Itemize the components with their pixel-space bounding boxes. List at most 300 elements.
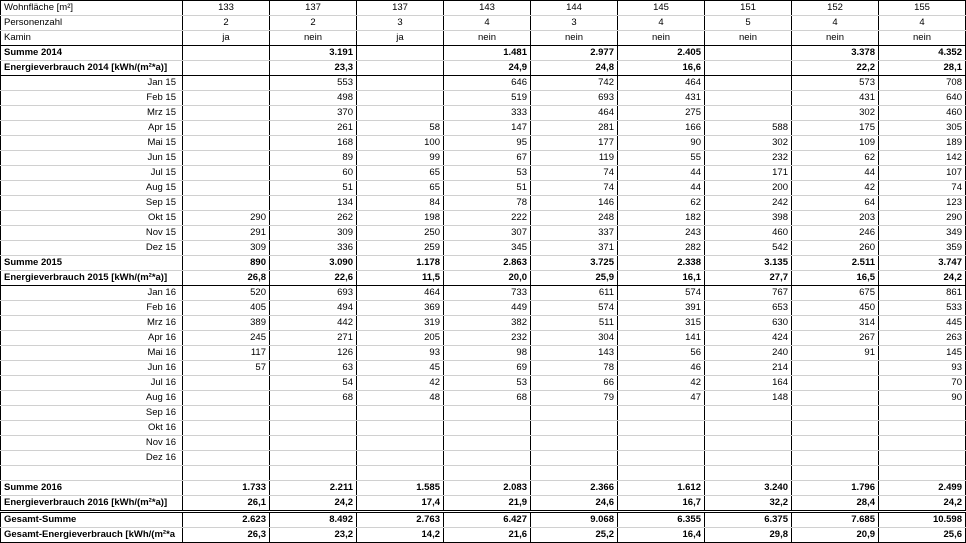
table-cell[interactable]: 198 bbox=[357, 211, 444, 226]
table-cell[interactable]: 460 bbox=[879, 106, 966, 121]
table-cell[interactable]: 309 bbox=[183, 241, 270, 256]
table-cell[interactable] bbox=[879, 421, 966, 436]
table-cell[interactable]: 3 bbox=[531, 16, 618, 31]
table-cell[interactable]: 69 bbox=[444, 361, 531, 376]
table-cell[interactable]: 1.481 bbox=[444, 46, 531, 61]
row-label[interactable] bbox=[1, 466, 183, 481]
table-cell[interactable] bbox=[183, 91, 270, 106]
table-cell[interactable]: 290 bbox=[183, 211, 270, 226]
table-cell[interactable]: 26,8 bbox=[183, 271, 270, 286]
table-cell[interactable]: 290 bbox=[879, 211, 966, 226]
table-cell[interactable]: 55 bbox=[618, 151, 705, 166]
table-cell[interactable] bbox=[183, 421, 270, 436]
table-cell[interactable] bbox=[183, 436, 270, 451]
row-label[interactable]: Gesamt-Summe bbox=[1, 512, 183, 528]
table-cell[interactable] bbox=[183, 466, 270, 481]
table-cell[interactable] bbox=[183, 166, 270, 181]
table-cell[interactable]: 62 bbox=[618, 196, 705, 211]
table-cell[interactable]: 119 bbox=[531, 151, 618, 166]
table-cell[interactable]: 155 bbox=[879, 1, 966, 16]
table-cell[interactable]: 117 bbox=[183, 346, 270, 361]
table-cell[interactable]: 56 bbox=[618, 346, 705, 361]
row-label[interactable]: Personenzahl bbox=[1, 16, 183, 31]
table-cell[interactable]: 9.068 bbox=[531, 512, 618, 528]
table-cell[interactable]: 74 bbox=[879, 181, 966, 196]
row-label[interactable]: Jan 16 bbox=[1, 286, 183, 301]
table-cell[interactable] bbox=[705, 91, 792, 106]
table-cell[interactable] bbox=[792, 466, 879, 481]
table-cell[interactable]: nein bbox=[444, 31, 531, 46]
table-cell[interactable] bbox=[357, 436, 444, 451]
table-cell[interactable]: 7.685 bbox=[792, 512, 879, 528]
table-cell[interactable]: 733 bbox=[444, 286, 531, 301]
table-cell[interactable] bbox=[705, 61, 792, 76]
table-cell[interactable]: 20,9 bbox=[792, 528, 879, 543]
table-cell[interactable] bbox=[444, 436, 531, 451]
table-cell[interactable]: 95 bbox=[444, 136, 531, 151]
table-cell[interactable]: 182 bbox=[618, 211, 705, 226]
table-cell[interactable]: 445 bbox=[879, 316, 966, 331]
table-cell[interactable] bbox=[879, 436, 966, 451]
table-cell[interactable]: 3.725 bbox=[531, 256, 618, 271]
table-cell[interactable]: 93 bbox=[357, 346, 444, 361]
row-label[interactable]: Mai 15 bbox=[1, 136, 183, 151]
table-cell[interactable]: 16,7 bbox=[618, 496, 705, 512]
table-cell[interactable] bbox=[792, 376, 879, 391]
table-cell[interactable]: 11,5 bbox=[357, 271, 444, 286]
table-cell[interactable] bbox=[792, 406, 879, 421]
row-label[interactable]: Okt 15 bbox=[1, 211, 183, 226]
table-cell[interactable]: 389 bbox=[183, 316, 270, 331]
table-cell[interactable] bbox=[531, 451, 618, 466]
table-cell[interactable] bbox=[357, 466, 444, 481]
row-label[interactable]: Gesamt-Energieverbrauch [kWh/(m²*a bbox=[1, 528, 183, 543]
table-cell[interactable] bbox=[444, 406, 531, 421]
table-cell[interactable]: 137 bbox=[357, 1, 444, 16]
table-cell[interactable] bbox=[183, 136, 270, 151]
table-cell[interactable]: 281 bbox=[531, 121, 618, 136]
table-cell[interactable] bbox=[705, 451, 792, 466]
table-cell[interactable]: 2.211 bbox=[270, 481, 357, 496]
table-cell[interactable]: 58 bbox=[357, 121, 444, 136]
table-cell[interactable]: 145 bbox=[618, 1, 705, 16]
table-cell[interactable]: 573 bbox=[792, 76, 879, 91]
table-cell[interactable]: 2.083 bbox=[444, 481, 531, 496]
table-cell[interactable]: 4 bbox=[792, 16, 879, 31]
table-cell[interactable]: 309 bbox=[270, 226, 357, 241]
table-cell[interactable]: 333 bbox=[444, 106, 531, 121]
table-cell[interactable] bbox=[183, 61, 270, 76]
table-cell[interactable]: 79 bbox=[531, 391, 618, 406]
table-cell[interactable]: 123 bbox=[879, 196, 966, 211]
table-cell[interactable] bbox=[357, 106, 444, 121]
table-cell[interactable]: 533 bbox=[879, 301, 966, 316]
table-cell[interactable] bbox=[444, 421, 531, 436]
table-cell[interactable] bbox=[357, 46, 444, 61]
table-cell[interactable]: 243 bbox=[618, 226, 705, 241]
table-cell[interactable]: 337 bbox=[531, 226, 618, 241]
table-cell[interactable]: 4 bbox=[879, 16, 966, 31]
table-cell[interactable]: 143 bbox=[531, 346, 618, 361]
table-cell[interactable]: 2 bbox=[270, 16, 357, 31]
table-cell[interactable]: 574 bbox=[618, 286, 705, 301]
row-label[interactable]: Jul 16 bbox=[1, 376, 183, 391]
table-cell[interactable]: 2.366 bbox=[531, 481, 618, 496]
table-cell[interactable] bbox=[531, 421, 618, 436]
table-cell[interactable] bbox=[270, 421, 357, 436]
table-cell[interactable]: 32,2 bbox=[705, 496, 792, 512]
table-cell[interactable]: 349 bbox=[879, 226, 966, 241]
table-cell[interactable]: 2.499 bbox=[879, 481, 966, 496]
table-cell[interactable] bbox=[183, 151, 270, 166]
row-label[interactable]: Sep 16 bbox=[1, 406, 183, 421]
table-cell[interactable]: 48 bbox=[357, 391, 444, 406]
row-label[interactable]: Okt 16 bbox=[1, 421, 183, 436]
table-cell[interactable]: 222 bbox=[444, 211, 531, 226]
table-cell[interactable]: 1.585 bbox=[357, 481, 444, 496]
table-cell[interactable]: 141 bbox=[618, 331, 705, 346]
table-cell[interactable]: 137 bbox=[270, 1, 357, 16]
table-cell[interactable] bbox=[183, 46, 270, 61]
row-label[interactable]: Wohnfläche [m²] bbox=[1, 1, 183, 16]
table-cell[interactable]: 145 bbox=[879, 346, 966, 361]
table-cell[interactable] bbox=[705, 406, 792, 421]
table-cell[interactable]: 90 bbox=[879, 391, 966, 406]
table-cell[interactable] bbox=[618, 406, 705, 421]
table-cell[interactable]: 305 bbox=[879, 121, 966, 136]
table-cell[interactable]: 133 bbox=[183, 1, 270, 16]
table-cell[interactable]: 460 bbox=[705, 226, 792, 241]
table-cell[interactable]: 44 bbox=[618, 166, 705, 181]
table-cell[interactable]: nein bbox=[618, 31, 705, 46]
table-cell[interactable]: nein bbox=[792, 31, 879, 46]
table-cell[interactable]: 4 bbox=[444, 16, 531, 31]
table-cell[interactable]: 2.863 bbox=[444, 256, 531, 271]
row-label[interactable]: Feb 15 bbox=[1, 91, 183, 106]
table-cell[interactable]: 14,2 bbox=[357, 528, 444, 543]
table-cell[interactable]: 282 bbox=[618, 241, 705, 256]
table-cell[interactable]: 17,4 bbox=[357, 496, 444, 512]
table-cell[interactable]: 24,2 bbox=[270, 496, 357, 512]
table-cell[interactable]: 693 bbox=[531, 91, 618, 106]
table-cell[interactable]: 542 bbox=[705, 241, 792, 256]
table-cell[interactable]: 51 bbox=[444, 181, 531, 196]
table-cell[interactable]: 4.352 bbox=[879, 46, 966, 61]
table-cell[interactable]: 708 bbox=[879, 76, 966, 91]
table-cell[interactable] bbox=[618, 451, 705, 466]
table-cell[interactable] bbox=[531, 406, 618, 421]
table-cell[interactable]: 3.747 bbox=[879, 256, 966, 271]
table-cell[interactable]: 166 bbox=[618, 121, 705, 136]
table-cell[interactable]: 1.178 bbox=[357, 256, 444, 271]
table-cell[interactable]: 70 bbox=[879, 376, 966, 391]
table-cell[interactable]: 271 bbox=[270, 331, 357, 346]
table-cell[interactable]: 21,6 bbox=[444, 528, 531, 543]
table-cell[interactable]: 6.427 bbox=[444, 512, 531, 528]
table-cell[interactable]: 62 bbox=[792, 151, 879, 166]
table-cell[interactable]: 134 bbox=[270, 196, 357, 211]
table-cell[interactable]: 2.763 bbox=[357, 512, 444, 528]
table-cell[interactable] bbox=[792, 451, 879, 466]
table-cell[interactable] bbox=[618, 436, 705, 451]
table-cell[interactable]: 78 bbox=[531, 361, 618, 376]
table-cell[interactable]: 767 bbox=[705, 286, 792, 301]
table-cell[interactable]: 304 bbox=[531, 331, 618, 346]
table-cell[interactable]: ja bbox=[183, 31, 270, 46]
table-cell[interactable]: 3 bbox=[357, 16, 444, 31]
table-cell[interactable] bbox=[183, 406, 270, 421]
table-cell[interactable]: 22,6 bbox=[270, 271, 357, 286]
table-cell[interactable]: 630 bbox=[705, 316, 792, 331]
table-cell[interactable] bbox=[792, 421, 879, 436]
table-cell[interactable]: 44 bbox=[792, 166, 879, 181]
table-cell[interactable]: 109 bbox=[792, 136, 879, 151]
table-cell[interactable]: 3.090 bbox=[270, 256, 357, 271]
table-cell[interactable]: 144 bbox=[531, 1, 618, 16]
row-label[interactable]: Nov 15 bbox=[1, 226, 183, 241]
table-cell[interactable]: 260 bbox=[792, 241, 879, 256]
table-cell[interactable]: 53 bbox=[444, 376, 531, 391]
table-cell[interactable]: 177 bbox=[531, 136, 618, 151]
table-cell[interactable]: 398 bbox=[705, 211, 792, 226]
table-cell[interactable] bbox=[270, 436, 357, 451]
table-cell[interactable]: 553 bbox=[270, 76, 357, 91]
table-cell[interactable]: 405 bbox=[183, 301, 270, 316]
table-cell[interactable]: 146 bbox=[531, 196, 618, 211]
table-cell[interactable]: 302 bbox=[705, 136, 792, 151]
row-label[interactable]: Sep 15 bbox=[1, 196, 183, 211]
table-cell[interactable]: 89 bbox=[270, 151, 357, 166]
row-label[interactable]: Nov 16 bbox=[1, 436, 183, 451]
table-cell[interactable]: 28,4 bbox=[792, 496, 879, 512]
table-cell[interactable] bbox=[183, 376, 270, 391]
table-cell[interactable]: 494 bbox=[270, 301, 357, 316]
table-cell[interactable]: nein bbox=[705, 31, 792, 46]
table-cell[interactable]: 16,4 bbox=[618, 528, 705, 543]
table-cell[interactable] bbox=[618, 466, 705, 481]
row-label[interactable]: Aug 15 bbox=[1, 181, 183, 196]
row-label[interactable]: Mrz 15 bbox=[1, 106, 183, 121]
table-cell[interactable]: 519 bbox=[444, 91, 531, 106]
table-cell[interactable]: 152 bbox=[792, 1, 879, 16]
table-cell[interactable] bbox=[357, 421, 444, 436]
table-cell[interactable]: 1.612 bbox=[618, 481, 705, 496]
table-cell[interactable]: 44 bbox=[618, 181, 705, 196]
table-cell[interactable]: 98 bbox=[444, 346, 531, 361]
table-cell[interactable]: 74 bbox=[531, 166, 618, 181]
table-cell[interactable]: 449 bbox=[444, 301, 531, 316]
table-cell[interactable]: 27,7 bbox=[705, 271, 792, 286]
table-cell[interactable]: 24,6 bbox=[531, 496, 618, 512]
row-label[interactable]: Energieverbrauch 2014 [kWh/(m²*a)] bbox=[1, 61, 183, 76]
table-cell[interactable]: 189 bbox=[879, 136, 966, 151]
table-cell[interactable]: 64 bbox=[792, 196, 879, 211]
table-cell[interactable]: 200 bbox=[705, 181, 792, 196]
table-cell[interactable]: 3.135 bbox=[705, 256, 792, 271]
table-cell[interactable]: 742 bbox=[531, 76, 618, 91]
table-cell[interactable]: 24,2 bbox=[879, 496, 966, 512]
table-cell[interactable]: 574 bbox=[531, 301, 618, 316]
row-label[interactable]: Dez 15 bbox=[1, 241, 183, 256]
row-label[interactable]: Jun 16 bbox=[1, 361, 183, 376]
table-cell[interactable] bbox=[705, 46, 792, 61]
table-cell[interactable]: 315 bbox=[618, 316, 705, 331]
table-cell[interactable] bbox=[183, 106, 270, 121]
table-cell[interactable]: 646 bbox=[444, 76, 531, 91]
table-cell[interactable]: 68 bbox=[444, 391, 531, 406]
row-label[interactable]: Jan 15 bbox=[1, 76, 183, 91]
table-cell[interactable]: 498 bbox=[270, 91, 357, 106]
table-cell[interactable]: 263 bbox=[879, 331, 966, 346]
table-cell[interactable]: 653 bbox=[705, 301, 792, 316]
table-cell[interactable]: ja bbox=[357, 31, 444, 46]
table-cell[interactable]: 26,1 bbox=[183, 496, 270, 512]
table-cell[interactable]: 99 bbox=[357, 151, 444, 166]
table-cell[interactable]: 275 bbox=[618, 106, 705, 121]
table-cell[interactable]: 65 bbox=[357, 181, 444, 196]
table-cell[interactable] bbox=[183, 451, 270, 466]
table-cell[interactable] bbox=[357, 61, 444, 76]
table-cell[interactable]: 22,2 bbox=[792, 61, 879, 76]
table-cell[interactable]: 2.511 bbox=[792, 256, 879, 271]
table-cell[interactable] bbox=[444, 466, 531, 481]
table-cell[interactable] bbox=[357, 406, 444, 421]
table-cell[interactable] bbox=[357, 91, 444, 106]
table-cell[interactable]: 424 bbox=[705, 331, 792, 346]
row-label[interactable]: Aug 16 bbox=[1, 391, 183, 406]
table-cell[interactable]: 520 bbox=[183, 286, 270, 301]
table-cell[interactable] bbox=[270, 406, 357, 421]
table-cell[interactable]: 370 bbox=[270, 106, 357, 121]
table-cell[interactable]: 2.623 bbox=[183, 512, 270, 528]
row-label[interactable]: Summe 2014 bbox=[1, 46, 183, 61]
table-cell[interactable]: 24,8 bbox=[531, 61, 618, 76]
table-cell[interactable]: 23,2 bbox=[270, 528, 357, 543]
table-cell[interactable]: 16,5 bbox=[792, 271, 879, 286]
table-cell[interactable] bbox=[879, 466, 966, 481]
table-cell[interactable]: 10.598 bbox=[879, 512, 966, 528]
table-cell[interactable]: 68 bbox=[270, 391, 357, 406]
table-cell[interactable] bbox=[357, 451, 444, 466]
table-cell[interactable]: 319 bbox=[357, 316, 444, 331]
table-cell[interactable]: nein bbox=[531, 31, 618, 46]
table-cell[interactable]: 74 bbox=[531, 181, 618, 196]
table-cell[interactable] bbox=[183, 181, 270, 196]
table-cell[interactable] bbox=[705, 106, 792, 121]
table-cell[interactable]: 46 bbox=[618, 361, 705, 376]
table-cell[interactable]: 336 bbox=[270, 241, 357, 256]
row-label[interactable]: Dez 16 bbox=[1, 451, 183, 466]
table-cell[interactable]: 259 bbox=[357, 241, 444, 256]
table-cell[interactable]: 126 bbox=[270, 346, 357, 361]
table-cell[interactable]: 93 bbox=[879, 361, 966, 376]
row-label[interactable]: Apr 16 bbox=[1, 331, 183, 346]
row-label[interactable]: Summe 2015 bbox=[1, 256, 183, 271]
table-cell[interactable]: 314 bbox=[792, 316, 879, 331]
row-label[interactable]: Mrz 16 bbox=[1, 316, 183, 331]
table-cell[interactable] bbox=[618, 421, 705, 436]
table-cell[interactable]: 147 bbox=[444, 121, 531, 136]
row-label[interactable]: Energieverbrauch 2015 [kWh/(m²*a)] bbox=[1, 271, 183, 286]
table-cell[interactable]: 205 bbox=[357, 331, 444, 346]
table-cell[interactable] bbox=[183, 196, 270, 211]
table-cell[interactable] bbox=[183, 391, 270, 406]
table-cell[interactable]: 21,9 bbox=[444, 496, 531, 512]
table-cell[interactable]: 24,9 bbox=[444, 61, 531, 76]
table-cell[interactable]: nein bbox=[270, 31, 357, 46]
table-cell[interactable]: 53 bbox=[444, 166, 531, 181]
table-cell[interactable]: 142 bbox=[879, 151, 966, 166]
table-cell[interactable]: 232 bbox=[705, 151, 792, 166]
table-cell[interactable] bbox=[357, 76, 444, 91]
table-cell[interactable] bbox=[879, 451, 966, 466]
table-cell[interactable]: 262 bbox=[270, 211, 357, 226]
table-cell[interactable]: 168 bbox=[270, 136, 357, 151]
table-cell[interactable]: 24,2 bbox=[879, 271, 966, 286]
table-cell[interactable]: 675 bbox=[792, 286, 879, 301]
table-cell[interactable] bbox=[705, 466, 792, 481]
table-cell[interactable]: 171 bbox=[705, 166, 792, 181]
table-cell[interactable] bbox=[444, 451, 531, 466]
table-cell[interactable]: 2.405 bbox=[618, 46, 705, 61]
table-cell[interactable]: 28,1 bbox=[879, 61, 966, 76]
table-cell[interactable]: 245 bbox=[183, 331, 270, 346]
table-cell[interactable] bbox=[705, 76, 792, 91]
table-cell[interactable]: 63 bbox=[270, 361, 357, 376]
table-cell[interactable]: 148 bbox=[705, 391, 792, 406]
table-cell[interactable] bbox=[183, 76, 270, 91]
table-cell[interactable]: 464 bbox=[357, 286, 444, 301]
table-cell[interactable]: 861 bbox=[879, 286, 966, 301]
table-cell[interactable]: 84 bbox=[357, 196, 444, 211]
table-cell[interactable] bbox=[183, 121, 270, 136]
table-cell[interactable]: 359 bbox=[879, 241, 966, 256]
table-cell[interactable]: 203 bbox=[792, 211, 879, 226]
table-cell[interactable]: 25,9 bbox=[531, 271, 618, 286]
table-cell[interactable]: 25,2 bbox=[531, 528, 618, 543]
table-cell[interactable]: 42 bbox=[357, 376, 444, 391]
table-cell[interactable]: 60 bbox=[270, 166, 357, 181]
table-cell[interactable]: 369 bbox=[357, 301, 444, 316]
table-cell[interactable]: 240 bbox=[705, 346, 792, 361]
table-cell[interactable]: 42 bbox=[618, 376, 705, 391]
table-cell[interactable]: 232 bbox=[444, 331, 531, 346]
table-cell[interactable]: 66 bbox=[531, 376, 618, 391]
table-cell[interactable]: 107 bbox=[879, 166, 966, 181]
table-cell[interactable]: 371 bbox=[531, 241, 618, 256]
table-cell[interactable] bbox=[792, 436, 879, 451]
table-cell[interactable]: 54 bbox=[270, 376, 357, 391]
table-cell[interactable] bbox=[531, 466, 618, 481]
table-cell[interactable]: 345 bbox=[444, 241, 531, 256]
table-cell[interactable]: 45 bbox=[357, 361, 444, 376]
table-cell[interactable] bbox=[705, 421, 792, 436]
table-cell[interactable] bbox=[531, 436, 618, 451]
table-cell[interactable]: 91 bbox=[792, 346, 879, 361]
table-cell[interactable]: 442 bbox=[270, 316, 357, 331]
table-cell[interactable]: 42 bbox=[792, 181, 879, 196]
table-cell[interactable] bbox=[270, 466, 357, 481]
table-cell[interactable] bbox=[879, 406, 966, 421]
table-cell[interactable]: 16,1 bbox=[618, 271, 705, 286]
table-cell[interactable]: 164 bbox=[705, 376, 792, 391]
table-cell[interactable]: 511 bbox=[531, 316, 618, 331]
table-cell[interactable]: 3.240 bbox=[705, 481, 792, 496]
table-cell[interactable]: 464 bbox=[531, 106, 618, 121]
table-cell[interactable]: 291 bbox=[183, 226, 270, 241]
table-cell[interactable]: 20,0 bbox=[444, 271, 531, 286]
table-cell[interactable]: 890 bbox=[183, 256, 270, 271]
